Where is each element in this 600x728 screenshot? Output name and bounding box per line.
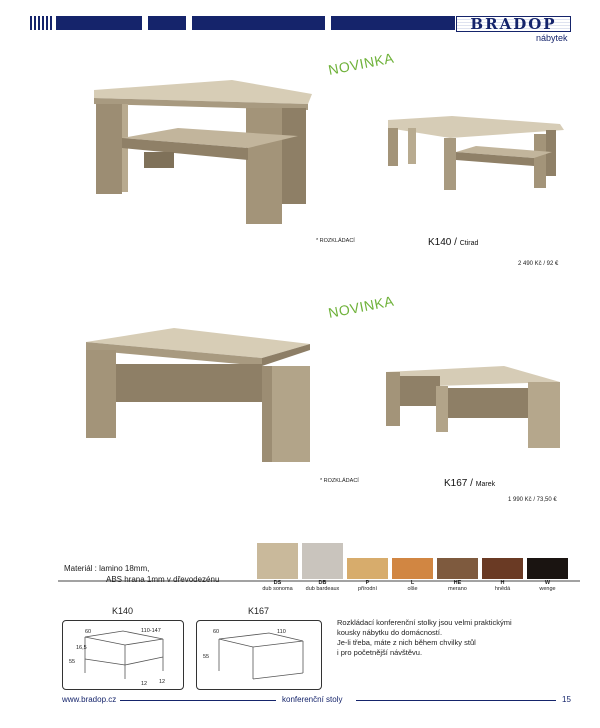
- new-badge: NOVINKA: [326, 292, 396, 321]
- header-segment: [148, 16, 186, 30]
- header-stripes: [30, 16, 52, 30]
- product-code: K167 / Marek: [444, 478, 496, 489]
- finish-name: dub bardeaux: [305, 586, 340, 592]
- footer-website[interactable]: www.bradop.cz: [62, 695, 117, 704]
- new-badge: NOVINKA: [326, 49, 396, 78]
- dim-width: 110: [277, 629, 286, 635]
- shelf-support: [144, 152, 174, 168]
- header-bar: [30, 16, 455, 30]
- brand-subtitle: nábytek: [536, 33, 568, 43]
- finish-swatch: [437, 558, 478, 592]
- finish-swatch: [392, 558, 433, 592]
- description-line: i pro početnější návštěvu.: [337, 648, 423, 657]
- finish-color: [392, 558, 433, 579]
- leg-right-edge: [262, 366, 272, 462]
- description-line: Je-li třeba, máte z nich během chvilky stůl: [337, 638, 476, 647]
- finish-code: DB: [318, 580, 327, 586]
- extendable-flag: * ROZKLÁDACÍ: [316, 238, 355, 244]
- footer-section: konferenční stoly: [282, 695, 343, 704]
- finish-name: wenge: [539, 586, 556, 592]
- finish-color: [437, 558, 478, 579]
- product-price: 2 490 Kč / 92 €: [518, 261, 559, 267]
- leg: [436, 386, 448, 432]
- finish-swatch: [527, 558, 568, 592]
- table-k140-extended-photo: [384, 112, 570, 202]
- leg-right: [246, 108, 282, 224]
- dim-depth: 60: [213, 629, 220, 635]
- dim-height: 55: [69, 659, 76, 665]
- finish-color: [527, 558, 568, 579]
- finish-code: W: [544, 580, 551, 586]
- material-line-2: ABS hrana 1mm v dřevodezénu: [106, 575, 220, 584]
- product-code-text: K140: [428, 237, 452, 248]
- finish-code: P: [365, 580, 370, 586]
- table-k167-photo: [84, 326, 312, 466]
- material-info: [64, 563, 219, 585]
- footer-rule: [356, 700, 556, 701]
- finish-color: [347, 558, 388, 579]
- material-line-1: Materiál : lamino 18mm,: [64, 564, 150, 573]
- dim-drawing-k140: [62, 620, 184, 690]
- finish-swatch: [302, 543, 343, 592]
- leg: [388, 128, 398, 166]
- dim-depth: 60: [85, 629, 92, 635]
- leg-left: [96, 104, 122, 194]
- back-panel: [116, 364, 262, 402]
- back-panel: [448, 388, 528, 418]
- dim-title-k167: K167: [248, 606, 270, 616]
- dim-title-k140: K140: [112, 606, 134, 616]
- finish-code: HE: [453, 580, 462, 586]
- header-segment: [56, 16, 142, 30]
- product-code-text: K167: [444, 478, 468, 489]
- dim-width: 110-147: [141, 628, 161, 634]
- finish-color: [257, 543, 298, 579]
- finish-name: olše: [407, 586, 418, 592]
- footer-rule: [120, 700, 276, 701]
- leg-right-side: [282, 108, 306, 204]
- extendable-flag: * ROZKLÁDACÍ: [320, 478, 359, 484]
- page-number: 15: [562, 695, 571, 704]
- dim-drawing-k167: [196, 620, 322, 690]
- header-segment: [192, 16, 325, 30]
- product-name: Marek: [475, 481, 496, 488]
- finish-code: L: [410, 580, 415, 586]
- finish-color: [482, 558, 523, 579]
- table-k167-extended-photo: [384, 364, 570, 450]
- description-line: Rozkládací konferenční stolky jsou velmi praktickými: [337, 618, 512, 627]
- finish-name: hnědá: [494, 586, 511, 592]
- finish-swatch: [347, 558, 388, 592]
- description: [337, 618, 577, 658]
- leg: [386, 372, 400, 426]
- back-panel: [400, 376, 440, 406]
- finish-name: dub sonoma: [262, 586, 293, 592]
- dim-height: 55: [203, 654, 210, 660]
- dim-leg-b: 12: [159, 679, 166, 685]
- finish-swatch: [482, 558, 523, 592]
- table-k140-photo: [88, 76, 316, 226]
- finish-code: H: [500, 580, 505, 586]
- finish-color: [302, 543, 343, 579]
- leg: [528, 382, 560, 448]
- finish-name: přírodní: [358, 586, 377, 592]
- leg: [534, 134, 546, 188]
- brand-logo: BRADOP: [456, 16, 571, 32]
- leg: [408, 128, 416, 164]
- dim-leg-a: 12: [141, 681, 148, 687]
- product-price: 1 990 Kč / 73,50 €: [508, 497, 557, 503]
- description-line: kousky nábytku do domácností.: [337, 628, 443, 637]
- product-name: Ctirad: [459, 240, 479, 247]
- leg-left: [86, 350, 116, 438]
- header-segment: [331, 16, 455, 30]
- leg: [444, 138, 456, 190]
- finish-swatch: [257, 543, 298, 592]
- dim-shelf-height: 16,5: [76, 645, 87, 651]
- product-code: K140 / Ctirad: [428, 237, 479, 248]
- finish-code: DS: [273, 580, 282, 586]
- finish-name: merano: [448, 586, 467, 592]
